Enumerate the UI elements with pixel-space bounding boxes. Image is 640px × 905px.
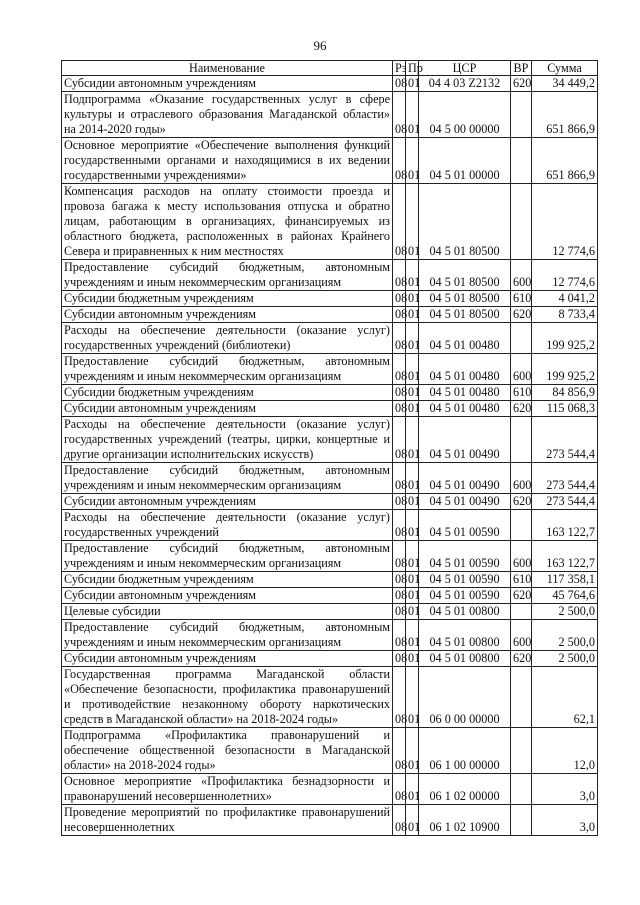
row-vr-cell: 620: [511, 651, 532, 667]
row-vr-cell: 600: [511, 463, 532, 494]
table-row: [62, 260, 598, 291]
row-sum-cell: 4 041,2: [532, 291, 598, 307]
row-pr-cell: 01: [406, 541, 419, 572]
row-name-cell: Субсидии автономным учреждениям: [62, 401, 393, 417]
row-name-cell: Предоставление субсидий бюджетным, автономным учреждениям и иным некоммерческим организациям: [62, 541, 393, 572]
row-vr-cell: 600: [511, 541, 532, 572]
table-row: [62, 620, 598, 651]
row-pr-cell: 01: [406, 184, 419, 260]
row-name-cell: Субсидии автономным учреждениям: [62, 307, 393, 323]
row-rz-cell: 08: [393, 92, 406, 138]
row-pr-cell: 01: [406, 604, 419, 620]
row-csr-cell: 04 5 01 00590: [419, 572, 511, 588]
row-csr-cell: 06 1 02 10900: [419, 805, 511, 836]
row-rz-cell: 08: [393, 385, 406, 401]
row-sum-cell: 45 764,6: [532, 588, 598, 604]
row-sum-cell: 3,0: [532, 774, 598, 805]
table-row: [62, 401, 598, 417]
table-row: [62, 588, 598, 604]
row-rz-cell: 08: [393, 620, 406, 651]
row-csr-cell: 04 5 01 00590: [419, 588, 511, 604]
row-sum-cell: 651 866,9: [532, 138, 598, 184]
row-vr-cell: [511, 92, 532, 138]
row-vr-cell: 610: [511, 291, 532, 307]
table-row: [62, 604, 598, 620]
row-sum-cell: 199 925,2: [532, 354, 598, 385]
header-pr: Пр: [406, 61, 419, 76]
row-pr-cell: 01: [406, 76, 419, 92]
row-name-cell: Субсидии автономным учреждениям: [62, 588, 393, 604]
table-row: [62, 805, 598, 836]
row-pr-cell: 01: [406, 401, 419, 417]
row-pr-cell: 01: [406, 494, 419, 510]
row-sum-cell: 12 774,6: [532, 184, 598, 260]
header-vr: ВР: [511, 61, 532, 76]
table-body: [62, 76, 598, 836]
page-number: 96: [313, 38, 327, 53]
row-name-cell: Предоставление субсидий бюджетным, автономным учреждениям и иным некоммерческим организациям: [62, 260, 393, 291]
row-rz-cell: 08: [393, 323, 406, 354]
row-name-cell: Субсидии бюджетным учреждениям: [62, 385, 393, 401]
row-sum-cell: 2 500,0: [532, 651, 598, 667]
row-csr-cell: 04 5 01 00490: [419, 463, 511, 494]
row-csr-cell: 04 5 01 80500: [419, 260, 511, 291]
row-csr-cell: 04 5 01 80500: [419, 184, 511, 260]
row-pr-cell: 01: [406, 651, 419, 667]
row-sum-cell: 651 866,9: [532, 92, 598, 138]
row-rz-cell: 08: [393, 138, 406, 184]
row-sum-cell: 34 449,2: [532, 76, 598, 92]
table-row: [62, 354, 598, 385]
row-vr-cell: 600: [511, 260, 532, 291]
row-pr-cell: 01: [406, 323, 419, 354]
row-vr-cell: [511, 728, 532, 774]
table-row: [62, 291, 598, 307]
table-header-row: [62, 61, 598, 76]
row-pr-cell: 01: [406, 138, 419, 184]
row-csr-cell: 04 5 01 00490: [419, 417, 511, 463]
row-name-cell: Субсидии автономным учреждениям: [62, 651, 393, 667]
row-vr-cell: [511, 417, 532, 463]
row-name-cell: Проведение мероприятий по профилактике правонарушений несовершеннолетних: [62, 805, 393, 836]
table-row: [62, 667, 598, 728]
row-vr-cell: 610: [511, 572, 532, 588]
row-pr-cell: 01: [406, 260, 419, 291]
row-csr-cell: 04 5 01 00480: [419, 323, 511, 354]
row-csr-cell: 04 5 01 00480: [419, 354, 511, 385]
table-row: [62, 728, 598, 774]
row-csr-cell: 06 1 02 00000: [419, 774, 511, 805]
row-name-cell: Субсидии бюджетным учреждениям: [62, 291, 393, 307]
row-csr-cell: 04 5 01 00000: [419, 138, 511, 184]
row-sum-cell: 163 122,7: [532, 541, 598, 572]
row-pr-cell: 01: [406, 774, 419, 805]
row-pr-cell: 01: [406, 588, 419, 604]
row-sum-cell: 199 925,2: [532, 323, 598, 354]
header-rz: Рз: [393, 61, 406, 76]
row-vr-cell: 610: [511, 385, 532, 401]
row-csr-cell: 04 5 01 80500: [419, 307, 511, 323]
row-rz-cell: 08: [393, 805, 406, 836]
table-row: [62, 494, 598, 510]
row-rz-cell: 08: [393, 417, 406, 463]
row-sum-cell: 115 068,3: [532, 401, 598, 417]
row-pr-cell: 01: [406, 620, 419, 651]
row-csr-cell: 04 5 01 00480: [419, 385, 511, 401]
row-rz-cell: 08: [393, 541, 406, 572]
row-csr-cell: 06 0 00 00000: [419, 667, 511, 728]
row-rz-cell: 08: [393, 510, 406, 541]
table-row: [62, 541, 598, 572]
row-pr-cell: 01: [406, 510, 419, 541]
table-row: [62, 92, 598, 138]
row-vr-cell: 620: [511, 76, 532, 92]
row-pr-cell: 01: [406, 291, 419, 307]
row-rz-cell: 08: [393, 728, 406, 774]
row-name-cell: Предоставление субсидий бюджетным, автономным учреждениям и иным некоммерческим организациям: [62, 354, 393, 385]
row-name-cell: Государственная программа Магаданской области «Обеспечение безопасности, профилактика правонарушений и противодействие незаконному обороту наркотических средств в Магаданской области» на 2018-2024 годы»: [62, 667, 393, 728]
row-pr-cell: 01: [406, 572, 419, 588]
row-vr-cell: 620: [511, 588, 532, 604]
row-pr-cell: 01: [406, 728, 419, 774]
row-vr-cell: 620: [511, 307, 532, 323]
table-row: [62, 651, 598, 667]
row-csr-cell: 04 4 03 Z2132: [419, 76, 511, 92]
row-rz-cell: 08: [393, 494, 406, 510]
row-sum-cell: 117 358,1: [532, 572, 598, 588]
table-row: [62, 463, 598, 494]
row-vr-cell: [511, 667, 532, 728]
row-rz-cell: 08: [393, 774, 406, 805]
budget-table: [61, 60, 598, 836]
row-sum-cell: 2 500,0: [532, 620, 598, 651]
row-name-cell: Расходы на обеспечение деятельности (оказание услуг) государственных учреждений: [62, 510, 393, 541]
row-vr-cell: 600: [511, 620, 532, 651]
row-vr-cell: [511, 184, 532, 260]
table-row: [62, 184, 598, 260]
row-name-cell: Подпрограмма «Оказание государственных услуг в сфере культуры и отраслевого образования Магаданской области» на 2014-2020 годы»: [62, 92, 393, 138]
row-csr-cell: 04 5 01 00590: [419, 510, 511, 541]
row-sum-cell: 12 774,6: [532, 260, 598, 291]
row-csr-cell: 06 1 00 00000: [419, 728, 511, 774]
row-name-cell: Предоставление субсидий бюджетным, автономным учреждениям и иным некоммерческим организациям: [62, 463, 393, 494]
header-sum: Сумма: [532, 61, 598, 76]
row-name-cell: Расходы на обеспечение деятельности (оказание услуг) государственных учреждений (библиотеки): [62, 323, 393, 354]
row-vr-cell: [511, 323, 532, 354]
row-rz-cell: 08: [393, 307, 406, 323]
row-sum-cell: 62,1: [532, 667, 598, 728]
row-csr-cell: 04 5 01 00590: [419, 541, 511, 572]
row-name-cell: Предоставление субсидий бюджетным, автономным учреждениям и иным некоммерческим организациям: [62, 620, 393, 651]
row-pr-cell: 01: [406, 92, 419, 138]
row-csr-cell: 04 5 01 00800: [419, 651, 511, 667]
row-csr-cell: 04 5 01 00480: [419, 401, 511, 417]
table-row: [62, 385, 598, 401]
row-name-cell: Субсидии автономным учреждениям: [62, 76, 393, 92]
table-row: [62, 323, 598, 354]
table-row: [62, 417, 598, 463]
row-sum-cell: 163 122,7: [532, 510, 598, 541]
row-rz-cell: 08: [393, 463, 406, 494]
row-sum-cell: 12,0: [532, 728, 598, 774]
row-rz-cell: 08: [393, 572, 406, 588]
row-csr-cell: 04 5 00 00000: [419, 92, 511, 138]
row-sum-cell: 2 500,0: [532, 604, 598, 620]
row-pr-cell: 01: [406, 667, 419, 728]
header-csr: ЦСР: [419, 61, 511, 76]
row-sum-cell: 273 544,4: [532, 494, 598, 510]
table-row: [62, 510, 598, 541]
table-row: [62, 572, 598, 588]
row-vr-cell: 600: [511, 354, 532, 385]
row-vr-cell: [511, 604, 532, 620]
row-vr-cell: [511, 138, 532, 184]
table-row: [62, 138, 598, 184]
row-rz-cell: 08: [393, 667, 406, 728]
row-csr-cell: 04 5 01 80500: [419, 291, 511, 307]
row-sum-cell: 273 544,4: [532, 463, 598, 494]
row-rz-cell: 08: [393, 604, 406, 620]
row-csr-cell: 04 5 01 00800: [419, 604, 511, 620]
row-rz-cell: 08: [393, 184, 406, 260]
row-pr-cell: 01: [406, 805, 419, 836]
row-pr-cell: 01: [406, 307, 419, 323]
row-name-cell: Субсидии автономным учреждениям: [62, 494, 393, 510]
row-pr-cell: 01: [406, 463, 419, 494]
row-sum-cell: 84 856,9: [532, 385, 598, 401]
row-vr-cell: [511, 805, 532, 836]
row-sum-cell: 8 733,4: [532, 307, 598, 323]
row-name-cell: Основное мероприятие «Профилактика безнадзорности и правонарушений несовершеннолетних»: [62, 774, 393, 805]
row-name-cell: Расходы на обеспечение деятельности (оказание услуг) государственных учреждений (театры, цирки, концертные и другие организации исполнительских искусств): [62, 417, 393, 463]
row-rz-cell: 08: [393, 291, 406, 307]
row-pr-cell: 01: [406, 354, 419, 385]
row-name-cell: Подпрограмма «Профилактика правонарушений и обеспечение общественной безопасности в Магаданской области» на 2018-2024 годы»: [62, 728, 393, 774]
row-sum-cell: 3,0: [532, 805, 598, 836]
row-csr-cell: 04 5 01 00800: [419, 620, 511, 651]
row-rz-cell: 08: [393, 651, 406, 667]
row-rz-cell: 08: [393, 401, 406, 417]
header-name: Наименование: [62, 61, 393, 76]
table-row: [62, 76, 598, 92]
row-name-cell: Основное мероприятие «Обеспечение выполнения функций государственными органами и находящимися в их ведении государственными учреждениями»: [62, 138, 393, 184]
row-pr-cell: 01: [406, 385, 419, 401]
row-vr-cell: 620: [511, 494, 532, 510]
row-rz-cell: 08: [393, 354, 406, 385]
row-name-cell: Компенсация расходов на оплату стоимости проезда и провоза багажа к месту использования отпуска и обратно лицам, работающим в организациях, финансируемых из областного бюджета, расположенных в районах Крайнего Севера и приравненных к ним местностях: [62, 184, 393, 260]
row-rz-cell: 08: [393, 76, 406, 92]
row-vr-cell: [511, 510, 532, 541]
row-pr-cell: 01: [406, 417, 419, 463]
row-name-cell: Субсидии бюджетным учреждениям: [62, 572, 393, 588]
row-csr-cell: 04 5 01 00490: [419, 494, 511, 510]
row-rz-cell: 08: [393, 260, 406, 291]
row-rz-cell: 08: [393, 588, 406, 604]
table-row: [62, 307, 598, 323]
row-name-cell: Целевые субсидии: [62, 604, 393, 620]
row-vr-cell: [511, 774, 532, 805]
row-sum-cell: 273 544,4: [532, 417, 598, 463]
table-row: [62, 774, 598, 805]
row-vr-cell: 620: [511, 401, 532, 417]
